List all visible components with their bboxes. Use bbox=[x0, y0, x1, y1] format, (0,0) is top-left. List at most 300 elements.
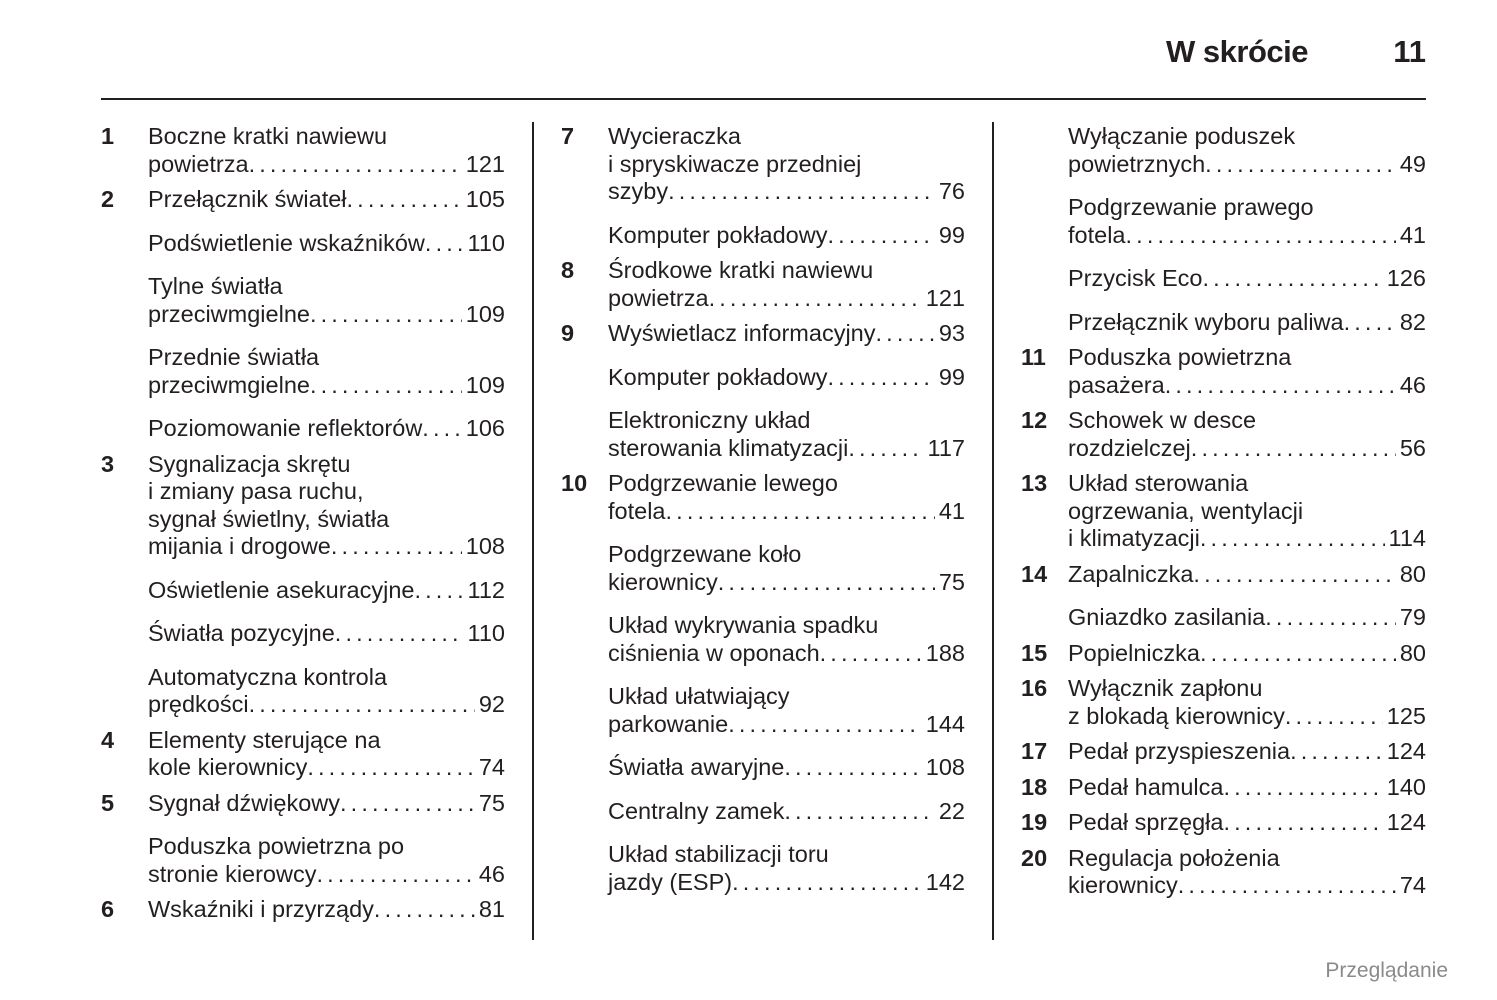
entry-label-line: ciśnienia w oponach bbox=[608, 639, 820, 666]
page-reference[interactable]: 56 bbox=[1399, 434, 1426, 461]
page-reference[interactable]: 92 bbox=[478, 691, 505, 717]
dot-leader bbox=[414, 577, 463, 605]
entry-label-line: Zapalniczka bbox=[1068, 560, 1194, 587]
entry-label-line: Wyłącznik zapłonu bbox=[1068, 675, 1263, 701]
item-number: 5 bbox=[101, 789, 115, 816]
toc-entry[interactable] bbox=[101, 727, 505, 782]
entry-label-line: parkowanie bbox=[608, 710, 729, 737]
entry-label-line: Sygnał dźwiękowy bbox=[148, 789, 341, 816]
entry-last-line bbox=[608, 364, 965, 392]
entry-last-line bbox=[1068, 640, 1426, 668]
dot-leader bbox=[249, 151, 462, 179]
entry-text bbox=[1068, 407, 1426, 462]
entry-label-line: Układ sterowania bbox=[1068, 470, 1249, 496]
entry-last-line bbox=[1068, 604, 1426, 632]
entry-text bbox=[148, 727, 505, 782]
dot-leader bbox=[307, 754, 475, 782]
entry-label-line: Wyświetlacz informacyjny bbox=[608, 320, 876, 346]
page-reference[interactable]: 144 bbox=[925, 710, 965, 737]
toc-entry[interactable] bbox=[1021, 845, 1426, 900]
entry-text bbox=[1068, 309, 1426, 337]
entry-text bbox=[608, 612, 965, 667]
entry-last-line bbox=[1068, 525, 1426, 553]
entry-text bbox=[148, 896, 505, 924]
entry-label-line: Poziomowanie reflektorów bbox=[148, 415, 423, 441]
page-reference[interactable]: 75 bbox=[478, 789, 505, 816]
entry-label-line: sterowania klimatyzacji bbox=[608, 434, 849, 461]
dot-leader bbox=[316, 861, 474, 889]
item-number: 9 bbox=[561, 320, 575, 346]
toc-entry[interactable] bbox=[561, 364, 965, 392]
entry-label-line: Elektroniczny układ bbox=[608, 407, 811, 433]
entry-text bbox=[1068, 738, 1426, 766]
entry-last-line bbox=[148, 372, 505, 400]
toc-entry[interactable] bbox=[101, 230, 505, 258]
item-number: 7 bbox=[561, 123, 575, 149]
page-reference[interactable]: 106 bbox=[465, 415, 505, 441]
entry-label-line: Światła awaryjne bbox=[608, 754, 785, 780]
entry-last-line bbox=[1068, 774, 1426, 802]
dot-leader bbox=[1193, 561, 1395, 589]
item-number: 4 bbox=[101, 726, 115, 753]
entry-last-line bbox=[608, 435, 965, 463]
entry-last-line bbox=[1068, 872, 1426, 900]
toc-entry[interactable] bbox=[561, 320, 965, 348]
item-number: 1 bbox=[101, 123, 115, 149]
entry-label-line: sygnał świetlny, światła bbox=[148, 505, 390, 532]
entry-last-line bbox=[1068, 809, 1426, 837]
entry-text bbox=[608, 407, 965, 462]
toc-column-2 bbox=[561, 123, 965, 896]
entry-label-line: Komputer pokładowy bbox=[608, 363, 828, 390]
dot-leader bbox=[876, 320, 935, 348]
entry-last-line bbox=[148, 896, 505, 924]
entry-label-line: prędkości bbox=[148, 691, 249, 717]
entry-label-line: jazdy (ESP) bbox=[608, 868, 733, 895]
page-reference[interactable]: 112 bbox=[467, 576, 505, 603]
entry-text bbox=[1068, 344, 1426, 399]
entry-last-line bbox=[608, 498, 965, 526]
entry-last-line bbox=[148, 533, 505, 561]
page-reference[interactable]: 41 bbox=[938, 497, 965, 524]
page-reference[interactable]: 82 bbox=[1399, 308, 1426, 335]
page-reference[interactable]: 22 bbox=[938, 797, 965, 824]
page-reference[interactable]: 109 bbox=[465, 371, 505, 398]
dot-leader bbox=[1205, 151, 1396, 179]
entry-text bbox=[608, 123, 965, 206]
entry-text bbox=[608, 541, 965, 596]
entry-text bbox=[608, 320, 965, 348]
toc-entry[interactable] bbox=[1021, 344, 1426, 399]
entry-label-line: Gniazdko zasilania bbox=[1068, 604, 1266, 630]
entry-label-line: Przycisk Eco bbox=[1068, 265, 1203, 291]
entry-text bbox=[1068, 774, 1426, 802]
entry-label-line: Komputer pokładowy bbox=[608, 221, 828, 248]
page-reference[interactable]: 46 bbox=[1399, 371, 1426, 398]
dot-leader bbox=[784, 798, 935, 826]
column-divider bbox=[992, 122, 994, 940]
toc-entry[interactable] bbox=[101, 833, 505, 888]
entry-last-line bbox=[1068, 309, 1426, 337]
dot-leader bbox=[848, 435, 923, 463]
entry-last-line bbox=[608, 569, 965, 597]
page-reference[interactable]: 75 bbox=[938, 568, 965, 595]
toc-entry[interactable] bbox=[1021, 675, 1426, 730]
entry-last-line bbox=[148, 620, 505, 648]
entry-last-line bbox=[1068, 222, 1426, 250]
toc-entry[interactable] bbox=[561, 612, 965, 667]
item-number: 2 bbox=[101, 186, 115, 212]
toc-entry[interactable] bbox=[561, 541, 965, 596]
dot-leader bbox=[1265, 604, 1396, 632]
entry-last-line bbox=[148, 415, 505, 443]
header-rule bbox=[101, 98, 1426, 100]
entry-last-line bbox=[1068, 561, 1426, 589]
dot-leader bbox=[374, 896, 475, 924]
entry-label-line: powietrznych bbox=[1068, 150, 1206, 177]
toc-entry[interactable] bbox=[1021, 309, 1426, 337]
page-reference[interactable]: 105 bbox=[465, 186, 505, 212]
entry-last-line bbox=[608, 285, 965, 313]
entry-label-line: Pedał hamulca bbox=[1068, 773, 1224, 800]
entry-text bbox=[1068, 470, 1426, 553]
page-reference[interactable]: 99 bbox=[938, 221, 965, 248]
entry-label-line: powietrza bbox=[148, 150, 249, 177]
dot-leader bbox=[666, 498, 935, 526]
toc-column-1 bbox=[101, 123, 505, 924]
entry-label-line: Środkowe kratki nawiewu bbox=[608, 257, 874, 283]
entry-text bbox=[148, 577, 505, 605]
entry-last-line bbox=[148, 301, 505, 329]
dot-leader bbox=[709, 285, 922, 313]
entry-text bbox=[148, 123, 505, 178]
entry-text bbox=[1068, 604, 1426, 632]
entry-last-line bbox=[608, 754, 965, 782]
entry-label-line: Podgrzewanie prawego bbox=[1068, 194, 1314, 220]
entry-text bbox=[608, 754, 965, 782]
entry-text bbox=[148, 451, 505, 561]
entry-text bbox=[608, 222, 965, 250]
page-reference[interactable]: 79 bbox=[1399, 604, 1426, 630]
dot-leader bbox=[1165, 372, 1396, 400]
entry-text bbox=[148, 273, 505, 328]
toc-entry[interactable] bbox=[561, 257, 965, 312]
entry-label-line: Układ stabilizacji toru bbox=[608, 841, 829, 867]
entry-text bbox=[148, 344, 505, 399]
entry-label-line: Boczne kratki nawiewu bbox=[148, 123, 388, 149]
toc-entry[interactable] bbox=[1021, 561, 1426, 589]
item-number: 19 bbox=[1021, 809, 1048, 835]
entry-last-line bbox=[1068, 703, 1426, 731]
entry-label-line: Podgrzewane koło bbox=[608, 541, 802, 567]
page-reference[interactable]: 80 bbox=[1399, 639, 1426, 666]
entry-last-line bbox=[148, 577, 505, 605]
entry-last-line bbox=[148, 861, 505, 889]
entry-label-line: Podgrzewanie lewego bbox=[608, 470, 838, 496]
toc-entry[interactable] bbox=[561, 683, 965, 738]
entry-last-line bbox=[608, 640, 965, 668]
entry-text bbox=[1068, 675, 1426, 730]
page-reference[interactable]: 80 bbox=[1399, 560, 1426, 587]
page-number: 11 bbox=[1393, 34, 1426, 69]
entry-last-line bbox=[148, 754, 505, 782]
toc-entry[interactable] bbox=[1021, 738, 1426, 766]
page-reference[interactable]: 109 bbox=[465, 300, 505, 327]
page-reference[interactable]: 140 bbox=[1386, 773, 1426, 800]
dot-leader bbox=[827, 364, 934, 392]
entry-label-line: Podświetlenie wskaźników bbox=[148, 229, 425, 256]
entry-last-line bbox=[148, 230, 505, 258]
item-number: 13 bbox=[1021, 470, 1048, 496]
entry-label-line: mijania i drogowe bbox=[148, 533, 331, 559]
dot-leader bbox=[728, 711, 922, 739]
column-divider bbox=[532, 122, 534, 940]
entry-label-line: Pedał przyspieszenia bbox=[1068, 738, 1291, 764]
entry-label-line: Poduszka powietrzna bbox=[1068, 344, 1292, 370]
dot-leader bbox=[310, 372, 462, 400]
toc-entry[interactable] bbox=[1021, 194, 1426, 249]
toc-entry[interactable] bbox=[101, 415, 505, 443]
toc-entry[interactable] bbox=[561, 841, 965, 896]
entry-text bbox=[148, 230, 505, 258]
entry-label-line: Centralny zamek bbox=[608, 797, 785, 824]
toc-entry[interactable] bbox=[101, 273, 505, 328]
entry-text bbox=[1068, 123, 1426, 178]
entry-label-line: Wyłączanie poduszek bbox=[1068, 123, 1296, 149]
entry-text bbox=[148, 664, 505, 719]
entry-text bbox=[148, 620, 505, 648]
entry-last-line bbox=[1068, 435, 1426, 463]
dot-leader bbox=[718, 569, 935, 597]
toc-entry[interactable] bbox=[101, 577, 505, 605]
item-number: 3 bbox=[101, 450, 115, 477]
entry-label-line: szyby bbox=[608, 178, 669, 204]
toc-entry[interactable] bbox=[561, 123, 965, 206]
entry-label-line: Regulacja położenia bbox=[1068, 844, 1280, 871]
item-number: 12 bbox=[1021, 407, 1048, 433]
page-reference[interactable]: 46 bbox=[478, 860, 505, 887]
toc-entry[interactable] bbox=[101, 344, 505, 399]
entry-label-line: Przednie światła bbox=[148, 344, 320, 370]
dot-leader bbox=[340, 790, 475, 818]
entry-last-line bbox=[608, 869, 965, 897]
entry-text bbox=[148, 833, 505, 888]
dot-leader bbox=[732, 869, 922, 897]
entry-label-line: Tylne światła bbox=[148, 273, 283, 299]
entry-text bbox=[1068, 194, 1426, 249]
toc-entry[interactable] bbox=[101, 664, 505, 719]
dot-leader bbox=[668, 178, 935, 206]
page-reference[interactable]: 108 bbox=[465, 533, 505, 559]
entry-label-line: fotela bbox=[608, 497, 666, 524]
page-reference[interactable]: 121 bbox=[465, 150, 505, 177]
entry-last-line bbox=[608, 798, 965, 826]
page-reference[interactable]: 49 bbox=[1399, 150, 1426, 177]
entry-label-line: fotela bbox=[1068, 221, 1126, 248]
entry-last-line bbox=[148, 151, 505, 179]
dot-leader bbox=[1344, 309, 1396, 337]
entry-last-line bbox=[608, 320, 965, 348]
entry-label-line: Automatyczna kontrola bbox=[148, 663, 388, 690]
entry-label-line: Wskaźniki i przyrządy bbox=[148, 896, 374, 922]
entry-label-line: rozdzielczej bbox=[1068, 434, 1191, 461]
entry-text bbox=[608, 364, 965, 392]
entry-label-line: Elementy sterujące na bbox=[148, 726, 381, 753]
dot-leader bbox=[1200, 525, 1385, 553]
entry-text bbox=[1068, 845, 1426, 900]
toc-entry[interactable] bbox=[101, 186, 505, 214]
item-number: 11 bbox=[1021, 344, 1046, 370]
page-reference[interactable]: 124 bbox=[1386, 809, 1426, 835]
page-reference[interactable]: 74 bbox=[1399, 872, 1426, 898]
toc-entry[interactable] bbox=[1021, 774, 1426, 802]
toc-entry[interactable] bbox=[101, 620, 505, 648]
toc-entry[interactable] bbox=[561, 754, 965, 782]
entry-label-line: Popielniczka bbox=[1068, 639, 1200, 666]
entry-label-line: Wycieraczka bbox=[608, 123, 741, 149]
toc-column-3 bbox=[1021, 123, 1426, 900]
toc-entry[interactable] bbox=[1021, 470, 1426, 553]
entry-label-line: przeciwmgielne bbox=[148, 300, 310, 327]
entry-label-line: Pedał sprzęgła bbox=[1068, 809, 1224, 835]
dot-leader bbox=[820, 640, 922, 668]
dot-leader bbox=[347, 186, 462, 214]
entry-label-line: stronie kierowcy bbox=[148, 860, 317, 887]
dot-leader bbox=[1203, 265, 1383, 293]
entry-text bbox=[1068, 561, 1426, 589]
page-reference[interactable]: 114 bbox=[1388, 525, 1426, 551]
section-footer: Przeglądanie bbox=[1325, 959, 1448, 982]
entry-last-line bbox=[608, 711, 965, 739]
entry-label-line: Układ ułatwiający bbox=[608, 683, 790, 709]
entry-label-line: kole kierownicy bbox=[148, 754, 308, 780]
toc-entry[interactable] bbox=[561, 407, 965, 462]
entry-last-line bbox=[1068, 372, 1426, 400]
toc-entry[interactable] bbox=[101, 896, 505, 924]
entry-label-line: Schowek w desce bbox=[1068, 407, 1257, 433]
entry-label-line: i klimatyzacji bbox=[1068, 525, 1200, 551]
entry-last-line bbox=[1068, 738, 1426, 766]
entry-last-line bbox=[148, 186, 505, 214]
item-number: 17 bbox=[1021, 738, 1048, 764]
page-reference[interactable]: 110 bbox=[467, 229, 505, 256]
entry-label-line: i zmiany pasa ruchu, bbox=[148, 478, 364, 504]
dot-leader bbox=[1178, 872, 1396, 900]
entry-text bbox=[1068, 640, 1426, 668]
entry-label-line: z blokadą kierownicy bbox=[1068, 702, 1285, 729]
page-reference[interactable]: 41 bbox=[1399, 221, 1426, 248]
entry-label-line: Oświetlenie asekuracyjne bbox=[148, 576, 415, 603]
entry-text bbox=[148, 790, 505, 818]
page-reference[interactable]: 188 bbox=[925, 639, 965, 666]
item-number: 6 bbox=[101, 896, 115, 922]
page-reference[interactable]: 121 bbox=[925, 284, 965, 311]
page-reference[interactable]: 81 bbox=[478, 896, 505, 922]
toc-entry[interactable] bbox=[1021, 604, 1426, 632]
toc-entry[interactable] bbox=[1021, 123, 1426, 178]
entry-label-line: ogrzewania, wentylacji bbox=[1068, 497, 1304, 524]
page-reference[interactable]: 117 bbox=[927, 434, 965, 461]
dot-leader bbox=[827, 222, 934, 250]
entry-text bbox=[148, 186, 505, 214]
dot-leader bbox=[422, 415, 461, 443]
page-reference[interactable]: 142 bbox=[925, 868, 965, 895]
entry-text bbox=[608, 841, 965, 896]
dot-leader bbox=[1200, 640, 1396, 668]
page-reference[interactable]: 108 bbox=[925, 754, 965, 780]
toc-entry[interactable] bbox=[101, 123, 505, 178]
entry-label-line: i spryskiwacze przedniej bbox=[608, 150, 862, 177]
toc-entry[interactable] bbox=[1021, 809, 1426, 837]
entry-text bbox=[608, 470, 965, 525]
entry-last-line bbox=[608, 222, 965, 250]
page-reference[interactable]: 74 bbox=[478, 754, 505, 780]
entry-label-line: przeciwmgielne bbox=[148, 371, 310, 398]
dot-leader bbox=[1290, 738, 1383, 766]
item-number: 10 bbox=[561, 470, 588, 496]
dot-leader bbox=[1223, 809, 1382, 837]
item-number: 14 bbox=[1021, 560, 1048, 587]
entry-text bbox=[1068, 809, 1426, 837]
toc-entry[interactable] bbox=[561, 222, 965, 250]
item-number: 20 bbox=[1021, 844, 1048, 871]
dot-leader bbox=[310, 301, 462, 329]
entry-label-line: powietrza bbox=[608, 284, 709, 311]
item-number: 15 bbox=[1021, 639, 1048, 666]
dot-leader bbox=[784, 754, 921, 782]
page-reference[interactable]: 125 bbox=[1386, 702, 1426, 729]
toc-entry[interactable] bbox=[101, 790, 505, 818]
entry-label-line: Przełącznik świateł bbox=[148, 186, 347, 212]
item-number: 8 bbox=[561, 257, 575, 283]
entry-label-line: kierownicy bbox=[1068, 872, 1178, 898]
page-reference[interactable]: 93 bbox=[938, 320, 965, 346]
dot-leader bbox=[425, 230, 464, 258]
page-reference[interactable]: 126 bbox=[1386, 265, 1426, 291]
page-reference[interactable]: 76 bbox=[938, 178, 965, 204]
entry-text bbox=[608, 257, 965, 312]
entry-label-line: Poduszka powietrzna po bbox=[148, 833, 405, 859]
dot-leader bbox=[331, 533, 462, 561]
item-number: 16 bbox=[1021, 675, 1048, 701]
page-title: W skrócie bbox=[1166, 34, 1308, 69]
toc-entry[interactable] bbox=[101, 451, 505, 561]
toc-entry[interactable] bbox=[561, 470, 965, 525]
dot-leader bbox=[1285, 703, 1383, 731]
toc-entry[interactable] bbox=[561, 798, 965, 826]
dot-leader bbox=[335, 620, 464, 648]
page-reference[interactable]: 124 bbox=[1386, 738, 1426, 764]
page-reference[interactable]: 110 bbox=[467, 620, 505, 646]
entry-label-line: kierownicy bbox=[608, 568, 718, 595]
entry-text bbox=[1068, 265, 1426, 293]
entry-label-line: Sygnalizacja skrętu bbox=[148, 450, 351, 477]
entry-text bbox=[608, 798, 965, 826]
toc-entry[interactable] bbox=[1021, 640, 1426, 668]
entry-label-line: Przełącznik wyboru paliwa bbox=[1068, 308, 1344, 335]
entry-label-line: pasażera bbox=[1068, 371, 1165, 398]
entry-last-line bbox=[148, 691, 505, 719]
dot-leader bbox=[1223, 774, 1382, 802]
entry-text bbox=[608, 683, 965, 738]
entry-last-line bbox=[608, 178, 965, 206]
page-reference[interactable]: 99 bbox=[938, 363, 965, 390]
entry-label-line: Światła pozycyjne bbox=[148, 620, 335, 646]
toc-entry[interactable] bbox=[1021, 265, 1426, 293]
dot-leader bbox=[1126, 222, 1396, 250]
toc-entry[interactable] bbox=[1021, 407, 1426, 462]
entry-text bbox=[148, 415, 505, 443]
